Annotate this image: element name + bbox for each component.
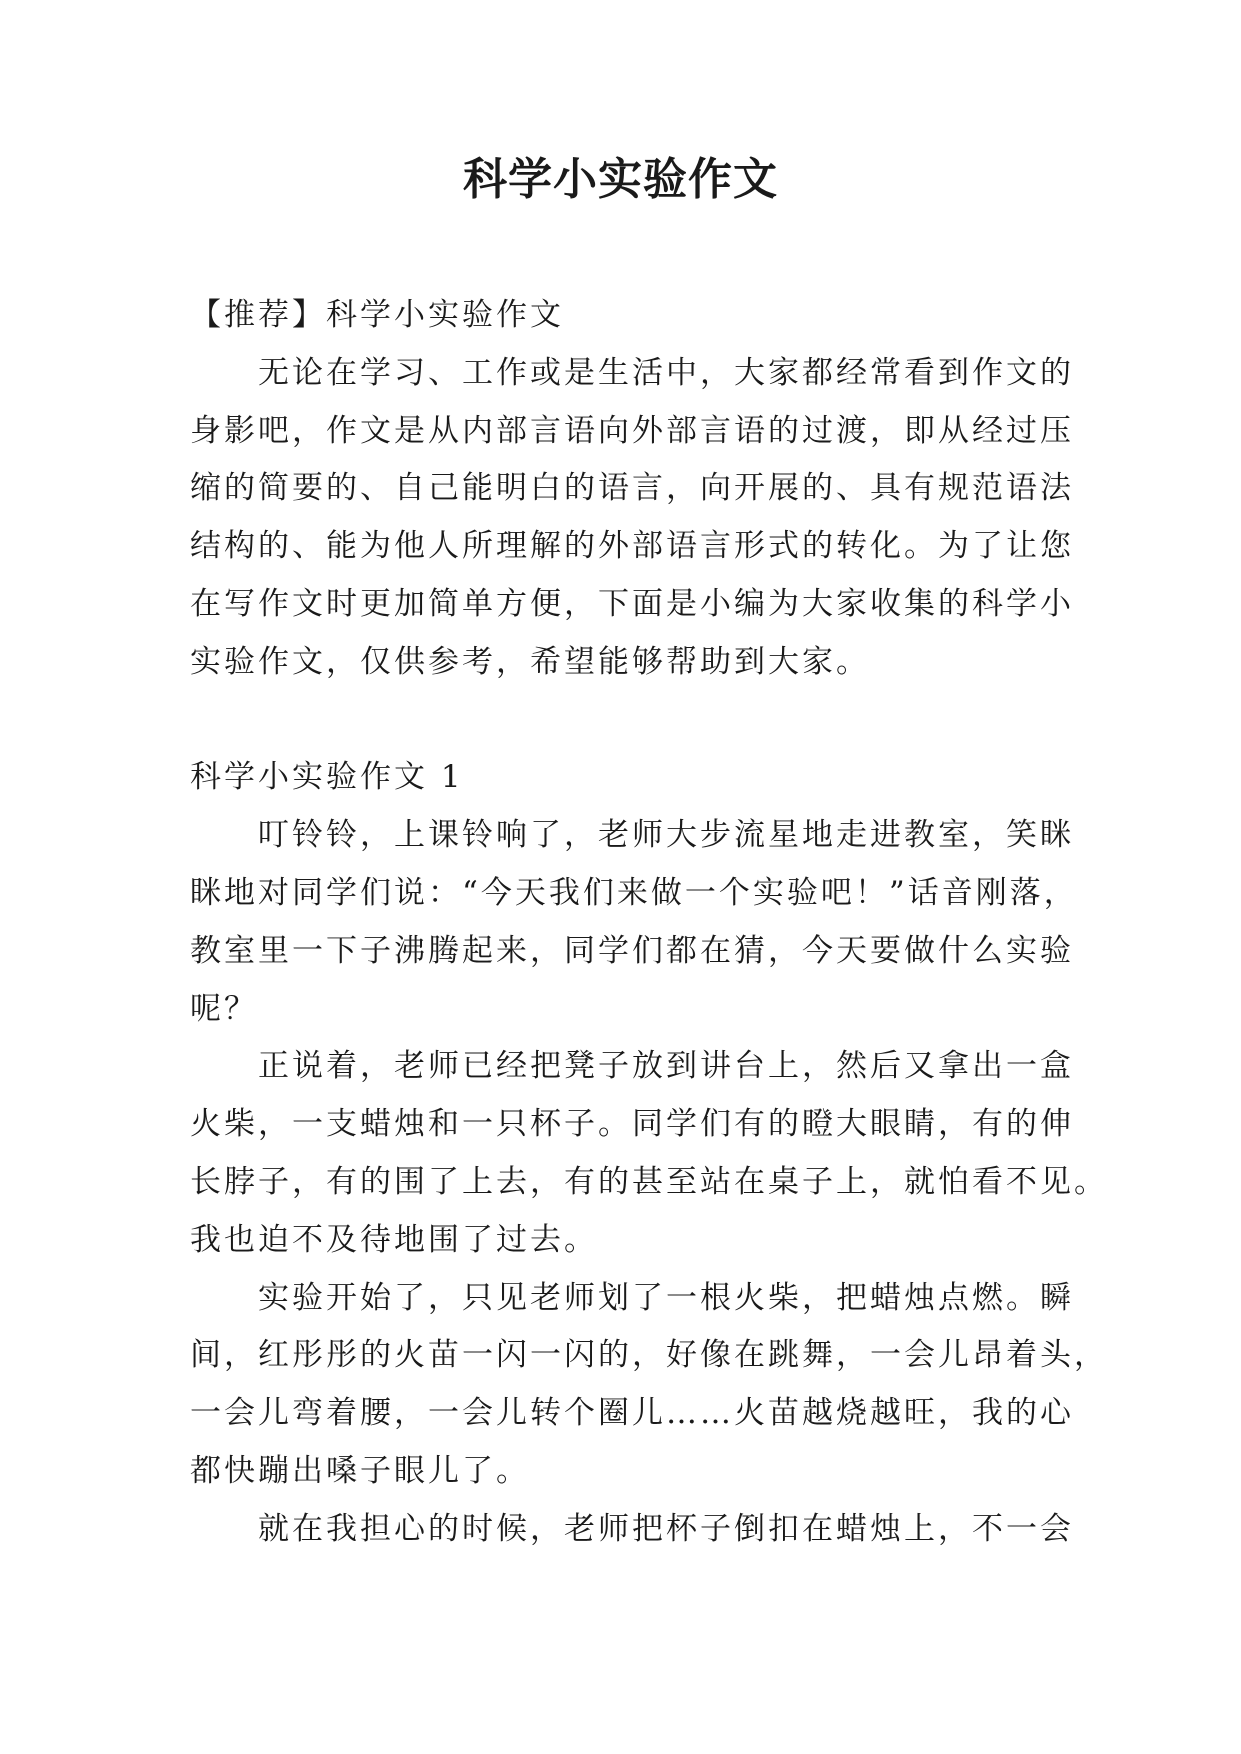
document-title: 科学小实验作文 [463, 154, 778, 205]
text-line: 间，红彤彤的火苗一闪一闪的，好像在跳舞，一会儿昂着头， [190, 1337, 1108, 1374]
document-body [190, 287, 1108, 1559]
text-line: 身影吧，作文是从内部言语向外部言语的过渡，即从经过压 [190, 412, 1074, 449]
text-line: 我也迫不及待地围了过去。 [190, 1221, 598, 1258]
text-line: 无论在学习、工作或是生活中，大家都经常看到作文的 [190, 354, 1074, 391]
text-line: 叮铃铃，上课铃响了，老师大步流星地走进教室，笑眯 [190, 817, 1074, 854]
text-line: 眯地对同学们说：“今天我们来做一个实验吧！”话音刚落， [190, 874, 1078, 911]
text-line: 教室里一下子沸腾起来，同学们都在猜，今天要做什么实验 [190, 932, 1074, 969]
text-line: 实验作文，仅供参考，希望能够帮助到大家。 [190, 643, 870, 680]
text-line: 呢？ [190, 990, 258, 1027]
text-line: 火柴，一支蜡烛和一只杯子。同学们有的瞪大眼睛，有的伸 [190, 1106, 1074, 1143]
text-line: 结构的、能为他人所理解的外部语言形式的转化。为了让您 [190, 528, 1074, 565]
text-line: 都快蹦出嗓子眼儿了。 [190, 1452, 530, 1489]
text-line: 长脖子，有的围了上去，有的甚至站在桌子上，就怕看不见。 [190, 1163, 1108, 1200]
text-line: 就在我担心的时候，老师把杯子倒扣在蜡烛上，不一会 [190, 1510, 1074, 1547]
text-line: 【推荐】科学小实验作文 [190, 297, 564, 333]
text-line: 缩的简要的、自己能明白的语言，向开展的、具有规范语法 [190, 470, 1074, 507]
text-line: 正说着，老师已经把凳子放到讲台上，然后又拿出一盒 [190, 1048, 1074, 1085]
text-line: 实验开始了，只见老师划了一根火柴，把蜡烛点燃。瞬 [190, 1279, 1074, 1316]
section-heading: 科学小实验作文 1 [190, 759, 464, 796]
text-line: 一会儿弯着腰，一会儿转个圈儿……火苗越烧越旺，我的心 [190, 1395, 1074, 1432]
blank-line [190, 692, 1050, 750]
text-line: 在写作文时更加简单方便，下面是小编为大家收集的科学小 [190, 585, 1074, 622]
